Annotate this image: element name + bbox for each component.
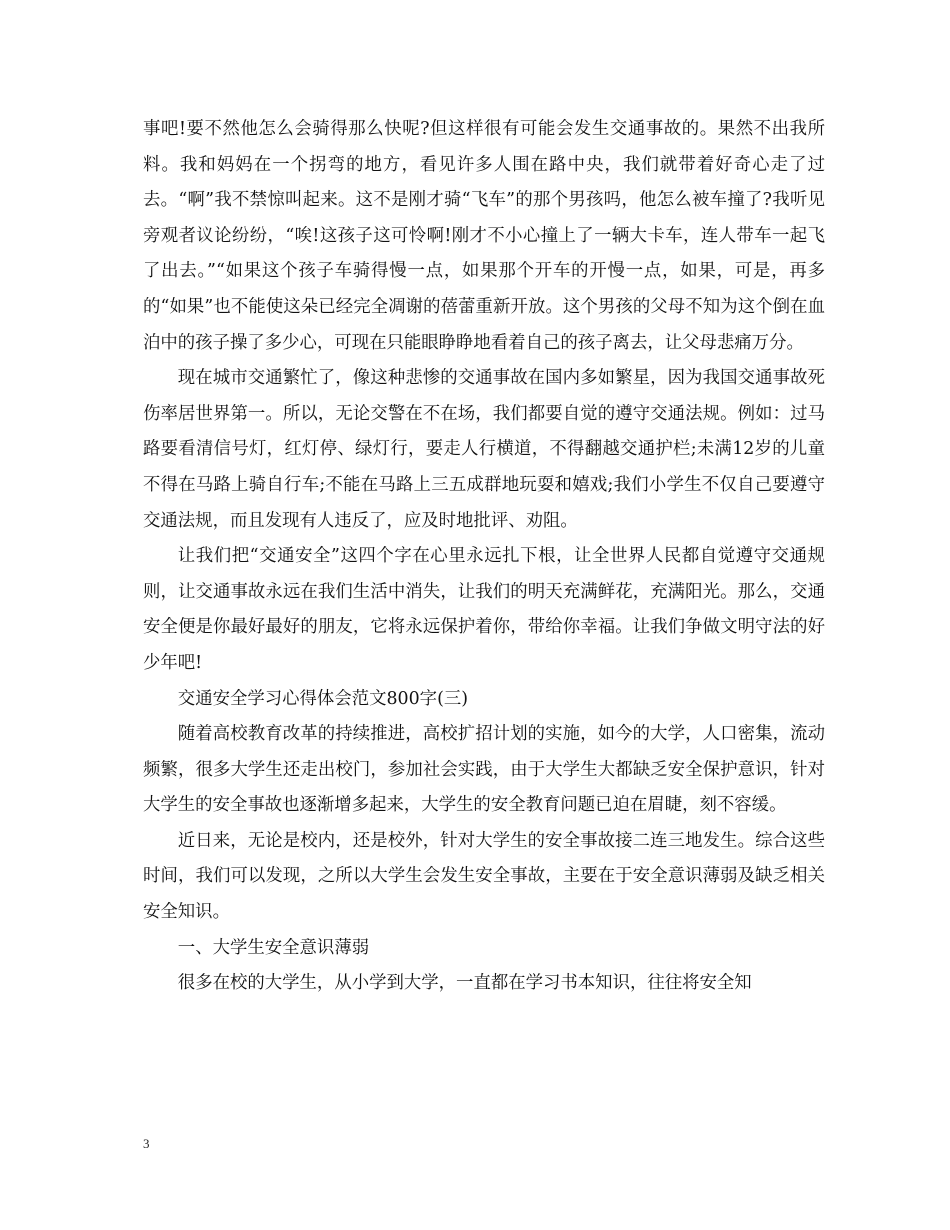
paragraph-6: 近日来，无论是校内，还是校外，针对大学生的安全事故接二连三地发生。综合这些时间，我们可以发现，之所以大学生会发生安全事故，主要在于安全意识薄弱及缺乏相关安全知识。: [143, 830, 825, 923]
document-body: [143, 112, 825, 1002]
paragraph-5: 随着高校教育改革的持续推进，高校扩招计划的实施，如今的大学，人口密集，流动频繁，很多大学生还走出校门，参加社会实践，由于大学生大都缺乏安全保护意识，针对大学生的安全事故也逐渐增多起来，大学生的安全教育问题已迫在眉睫，刻不容缓。: [143, 724, 825, 816]
paragraph-3: 让我们把“交通安全”这四个字在心里永远扎下根，让全世界人民都自觉遵守交通规则，让交通事故永远在我们生活中消失，让我们的明天充满鲜花，充满阳光。那么，交通安全便是你最好最好的朋友，它将永远保护着你，带给你幸福。让我们争做文明守法的好少年吧!: [143, 546, 825, 673]
paragraph-8: 很多在校的大学生，从小学到大学，一直都在学习书本知识，往往将安全知: [177, 973, 752, 994]
paragraph-2: 现在城市交通繁忙了，像这种悲惨的交通事故在国内多如繁星，因为我国交通事故死伤率居世界第一。所以，无论交警在不在场，我们都要自觉的遵守交通法规。例如：过马路要看清信号灯，红灯停、绿灯行，要走人行横道，不得翻越交通护栏;未满12岁的儿童不得在马路上骑自行车;不能在马路上三五成群地玩耍和嬉戏;我们小学生不仅自己要遵守交通法规，而且发现有人违反了，应及时地批评、劝阻。: [143, 368, 825, 531]
page-number: 3: [143, 1136, 150, 1151]
section-title: 交通安全学习心得体会范文800字(三): [177, 688, 469, 709]
paragraph-1: 事吧!要不然他怎么会骑得那么快呢?但这样很有可能会发生交通事故的。果然不出我所料。我和妈妈在一个拐弯的地方，看见许多人围在路中央，我们就带着好奇心走了过去。“啊”我不禁惊叫起来。这不是刚才骑“飞车”的那个男孩吗，他怎么被车撞了?我听见旁观者议论纷纷，“唉!这孩子这可怜啊!刚才不小心撞上了一辆大卡车，连人带车一起飞了出去。”“如果这个孩子车骑得慢一点，如果那个开车的开慢一点，如果，可是，再多的“如果”也不能使这朵已经完全凋谢的蓓蕾重新开放。这个男孩的父母不知为这个倒在血泊中的孩子操了多少心，可现在只能眼睁睁地看着自己的孩子离去，让父母悲痛万分。: [143, 119, 825, 353]
subsection-heading: 一、大学生安全意识薄弱: [177, 937, 370, 958]
